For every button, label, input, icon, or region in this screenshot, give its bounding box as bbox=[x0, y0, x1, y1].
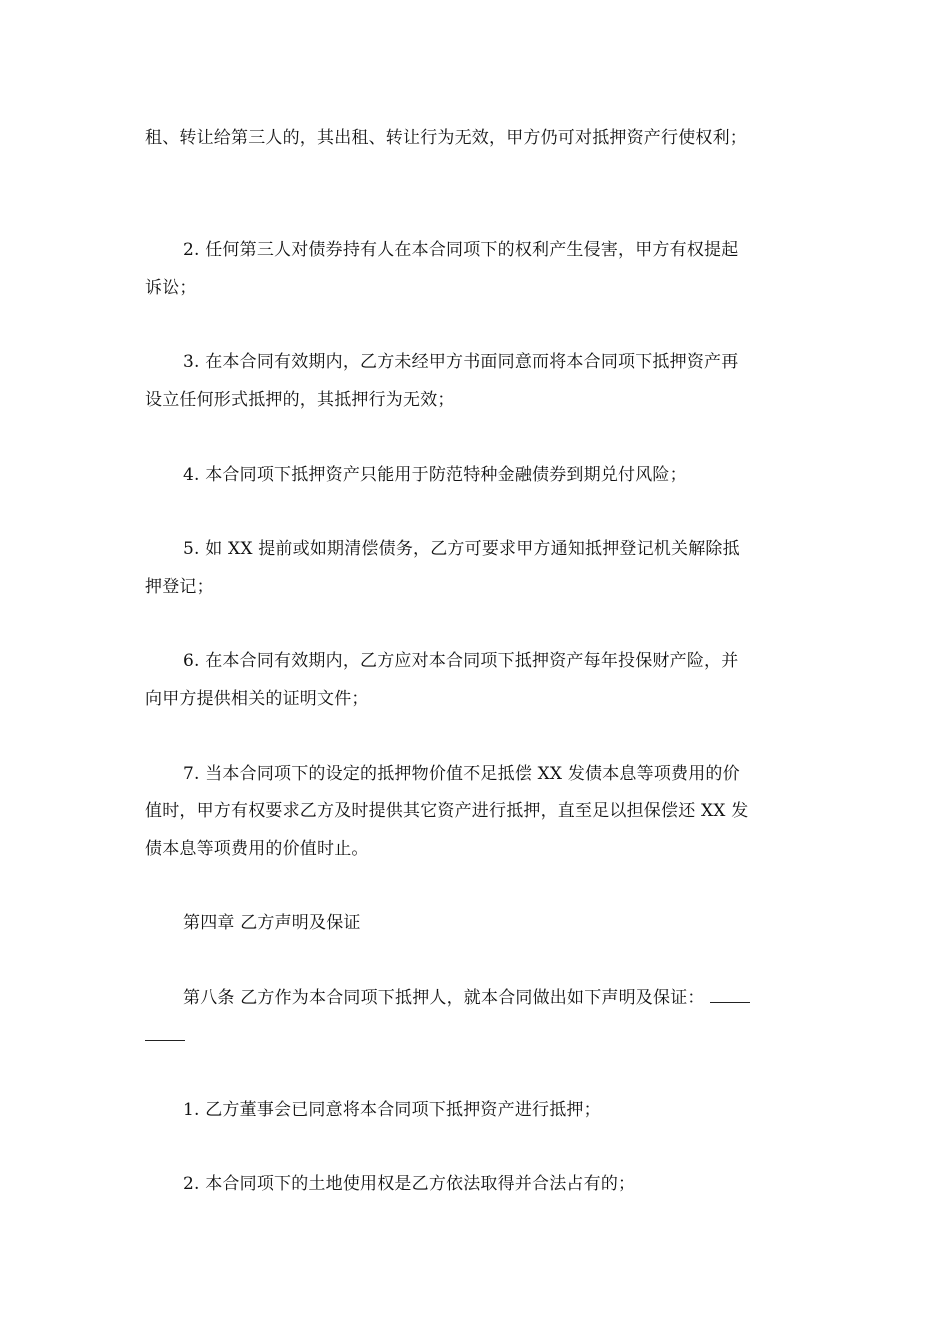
paragraph-line: 6. 在本合同有效期内，乙方应对本合同项下抵押资产每年投保财产险，并 bbox=[183, 651, 739, 671]
chapter-heading: 第四章 乙方声明及保证 bbox=[183, 913, 361, 933]
paragraph-line: 3. 在本合同有效期内，乙方未经甲方书面同意而将本合同项下抵押资产再 bbox=[183, 352, 739, 372]
article-text: 第八条 乙方作为本合同项下抵押人，就本合同做出如下声明及保证： bbox=[183, 988, 705, 1008]
paragraph-line: 4. 本合同项下抵押资产只能用于防范特种金融债券到期兑付风险； bbox=[183, 465, 687, 485]
paragraph-line: 诉讼； bbox=[145, 278, 197, 298]
paragraph-line: 2. 任何第三人对债券持有人在本合同项下的权利产生侵害，甲方有权提起 bbox=[183, 240, 739, 260]
paragraph-line: 租、转让给第三人的，其出租、转让行为无效，甲方仍可对抵押资产行使权利； bbox=[145, 128, 747, 148]
paragraph-line: 向甲方提供相关的证明文件； bbox=[145, 689, 369, 709]
fill-in-blank bbox=[710, 986, 750, 1003]
paragraph-line: 债本息等项费用的价值时止。 bbox=[145, 839, 369, 859]
paragraph-line: 设立任何形式抵押的，其抵押行为无效； bbox=[145, 390, 455, 410]
paragraph-line: 7. 当本合同项下的设定的抵押物价值不足抵偿 XX 发债本息等项费用的价 bbox=[183, 764, 740, 784]
article-heading bbox=[183, 986, 810, 1010]
paragraph-line: 2. 本合同项下的土地使用权是乙方依法取得并合法占有的； bbox=[183, 1174, 636, 1194]
paragraph-line: 5. 如 XX 提前或如期清偿债务，乙方可要求甲方通知抵押登记机关解除抵 bbox=[183, 539, 740, 559]
paragraph-line: 押登记； bbox=[145, 577, 214, 597]
fill-in-blank bbox=[145, 1024, 185, 1041]
blank-continuation bbox=[145, 1024, 810, 1048]
paragraph-line: 值时，甲方有权要求乙方及时提供其它资产进行抵押，直至足以担保偿还 XX 发 bbox=[145, 801, 749, 821]
paragraph-line: 1. 乙方董事会已同意将本合同项下抵押资产进行抵押； bbox=[183, 1100, 601, 1120]
